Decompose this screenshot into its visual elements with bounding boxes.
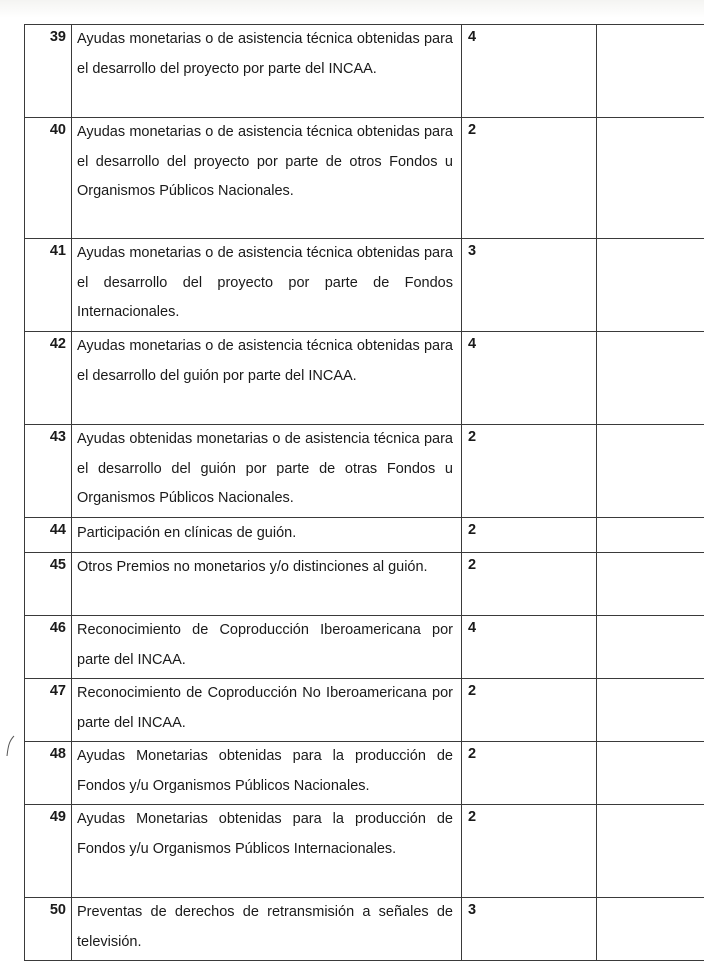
item-number: 49 <box>25 805 72 898</box>
item-score: 2 <box>462 742 597 805</box>
item-description: Ayudas Monetarias obtenidas para la producción de Fondos y/u Organismos Públicos Nacionales. <box>72 742 462 805</box>
table-row <box>25 118 704 239</box>
table-row <box>25 425 704 518</box>
table-row <box>25 518 704 553</box>
empty-cell <box>597 239 704 332</box>
item-score: 2 <box>462 425 597 518</box>
empty-cell <box>597 118 704 239</box>
item-description: Ayudas monetarias o de asistencia técnica obtenidas para el desarrollo del proyecto por parte de Fondos Internacionales. <box>72 239 462 332</box>
empty-cell <box>597 805 704 898</box>
item-number: 42 <box>25 332 72 425</box>
item-number: 44 <box>25 518 72 553</box>
item-description: Ayudas Monetarias obtenidas para la producción de Fondos y/u Organismos Públicos Internacionales. <box>72 805 462 898</box>
table-row <box>25 616 704 679</box>
item-score: 2 <box>462 118 597 239</box>
empty-cell <box>597 425 704 518</box>
item-description: Ayudas monetarias o de asistencia técnica obtenidas para el desarrollo del proyecto por parte del INCAA. <box>72 25 462 118</box>
empty-cell <box>597 616 704 679</box>
item-score: 2 <box>462 805 597 898</box>
pen-mark-icon <box>6 735 16 757</box>
item-number: 50 <box>25 898 72 961</box>
item-score: 4 <box>462 616 597 679</box>
item-description: Preventas de derechos de retransmisión a señales de televisión. <box>72 898 462 961</box>
item-number: 47 <box>25 679 72 742</box>
item-description: Participación en clínicas de guión. <box>72 518 462 553</box>
item-number: 46 <box>25 616 72 679</box>
item-description: Reconocimiento de Coproducción No Iberoamericana por parte del INCAA. <box>72 679 462 742</box>
item-number: 40 <box>25 118 72 239</box>
table-row <box>25 239 704 332</box>
item-score: 4 <box>462 332 597 425</box>
empty-cell <box>597 332 704 425</box>
item-description: Ayudas obtenidas monetarias o de asistencia técnica para el desarrollo del guión por parte de otras Fondos u Organismos Públicos Nacionales. <box>72 425 462 518</box>
item-number: 41 <box>25 239 72 332</box>
item-score: 3 <box>462 898 597 961</box>
empty-cell <box>597 679 704 742</box>
item-number: 45 <box>25 553 72 616</box>
empty-cell <box>597 742 704 805</box>
table-row <box>25 805 704 898</box>
item-number: 43 <box>25 425 72 518</box>
empty-cell <box>597 553 704 616</box>
table-row <box>25 332 704 425</box>
table-row <box>25 25 704 118</box>
item-score: 2 <box>462 679 597 742</box>
item-description: Otros Premios no monetarios y/o distinciones al guión. <box>72 553 462 616</box>
item-number: 39 <box>25 25 72 118</box>
item-description: Ayudas monetarias o de asistencia técnica obtenidas para el desarrollo del proyecto por parte de otros Fondos u Organismos Públicos Nacionales. <box>72 118 462 239</box>
table-row <box>25 742 704 805</box>
item-description: Reconocimiento de Coproducción Iberoamericana por parte del INCAA. <box>72 616 462 679</box>
item-score: 3 <box>462 239 597 332</box>
item-score: 2 <box>462 518 597 553</box>
table-row <box>25 679 704 742</box>
item-description: Ayudas monetarias o de asistencia técnica obtenidas para el desarrollo del guión por parte del INCAA. <box>72 332 462 425</box>
item-score: 2 <box>462 553 597 616</box>
item-number: 48 <box>25 742 72 805</box>
empty-cell <box>597 25 704 118</box>
item-score: 4 <box>462 25 597 118</box>
empty-cell <box>597 518 704 553</box>
table-row <box>25 553 704 616</box>
empty-cell <box>597 898 704 961</box>
criteria-table <box>24 24 704 961</box>
table-row <box>25 898 704 961</box>
